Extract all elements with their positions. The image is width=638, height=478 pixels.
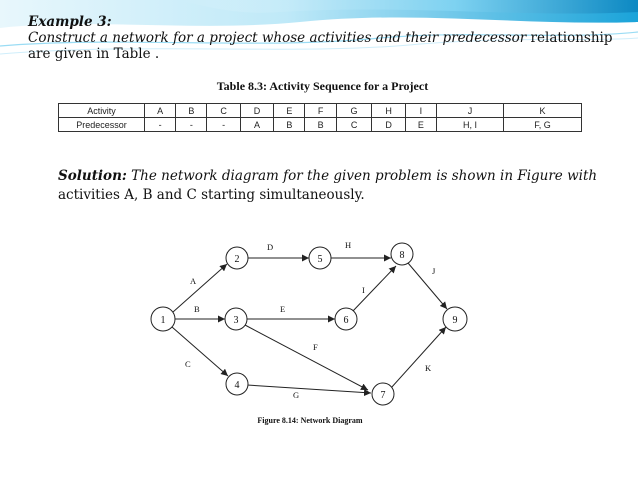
table-cell: E <box>405 118 436 132</box>
table-cell: D <box>240 104 273 118</box>
event-node-2 <box>226 247 248 269</box>
table-cell: A <box>240 118 273 132</box>
table-cell: C <box>207 104 240 118</box>
event-node-5 <box>309 247 331 269</box>
activity-table-panel <box>55 79 590 145</box>
table-cell: Activity <box>59 104 145 118</box>
table-cell: B <box>305 118 336 132</box>
activity-label: I <box>362 285 365 295</box>
event-node-6 <box>335 308 357 330</box>
activity-label: A <box>190 276 197 286</box>
table-cell: - <box>176 118 207 132</box>
table-cell: - <box>207 118 240 132</box>
table-cell: Predecessor <box>59 118 145 132</box>
table-row <box>59 104 582 118</box>
event-node-1 <box>151 307 175 331</box>
node-label: 2 <box>234 254 240 265</box>
figure-caption: Figure 8.14: Network Diagram <box>257 416 363 425</box>
problem-statement <box>28 30 628 62</box>
activity-sequence-table <box>58 103 582 132</box>
event-node-7 <box>372 383 394 405</box>
activity-label: E <box>280 304 286 314</box>
solution-label: Solution: <box>58 168 127 184</box>
table-cell: I <box>405 104 436 118</box>
edge-c <box>172 327 228 376</box>
event-node-3 <box>225 308 247 330</box>
event-node-4 <box>226 373 248 395</box>
node-label: 7 <box>380 390 386 401</box>
edge-f <box>245 325 368 390</box>
activity-label: H <box>345 240 352 250</box>
node-label: 4 <box>234 380 240 391</box>
event-node-8 <box>391 243 413 265</box>
table-cell: D <box>372 118 405 132</box>
edge-a <box>173 264 227 312</box>
table-title: Table 8.3: Activity Sequence for a Project <box>216 79 429 93</box>
node-label: 8 <box>399 250 405 261</box>
edge-k <box>391 327 446 388</box>
problem-rest: relationship are given in Table . <box>28 30 613 62</box>
activity-label: K <box>425 363 432 373</box>
table-cell: E <box>274 104 305 118</box>
problem-lead: Construct a network for a project whose activities and their predecessor <box>28 30 527 46</box>
event-node-9 <box>443 307 467 331</box>
table-cell: B <box>274 118 305 132</box>
table-cell: F <box>305 104 336 118</box>
table-cell: C <box>336 118 372 132</box>
node-label: 9 <box>452 315 458 326</box>
table-cell: G <box>336 104 372 118</box>
table-cell: H <box>372 104 405 118</box>
edge-j <box>408 263 447 309</box>
activity-label: C <box>185 359 191 369</box>
node-label: 3 <box>233 315 239 326</box>
node-label: 1 <box>160 315 166 326</box>
network-diagram <box>134 226 486 432</box>
node-label: 5 <box>317 254 323 265</box>
activity-label: B <box>194 304 200 314</box>
table-cell: K <box>503 104 581 118</box>
table-cell: - <box>145 118 176 132</box>
table-cell: J <box>437 104 504 118</box>
edge-i <box>352 266 396 312</box>
table-cell: H, I <box>437 118 504 132</box>
solution-italic: The network diagram for the given problem is shown in Figure with <box>126 168 598 184</box>
activity-label: G <box>293 390 300 400</box>
node-label: 6 <box>343 315 349 326</box>
activity-label: F <box>313 342 318 352</box>
activity-label: D <box>267 242 274 252</box>
edge-g <box>247 385 371 393</box>
table-cell: F, G <box>503 118 581 132</box>
activity-label: J <box>432 266 436 276</box>
example-text <box>28 14 628 62</box>
table-cell: A <box>145 104 176 118</box>
table-row <box>59 118 582 132</box>
example-title: Example 3: <box>28 14 112 30</box>
solution-plain: activities A, B and C starting simultaneously. <box>58 187 365 203</box>
table-cell: B <box>176 104 207 118</box>
network-svg <box>134 226 486 432</box>
solution-text <box>58 167 618 205</box>
